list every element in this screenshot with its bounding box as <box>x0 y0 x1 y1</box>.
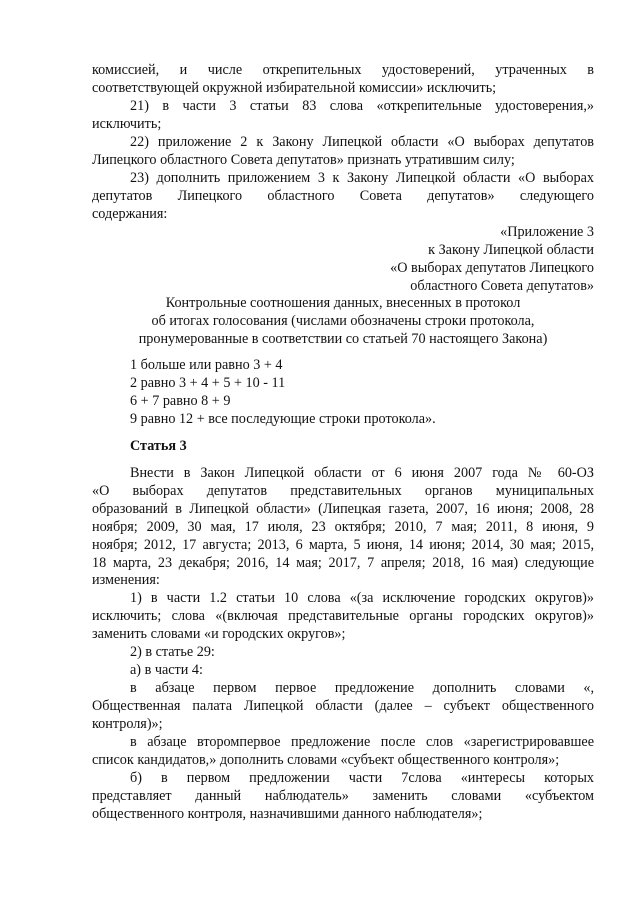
text-line: 1) в части 1.2 статьи 10 слова «(за исключение городских округов)» <box>130 590 594 606</box>
text-line: список кандидатов,» дополнить словами «субъект общественного контроля»; <box>92 751 560 768</box>
text-line: исключить; <box>92 115 162 132</box>
text-line: Общественная палата Липецкой области (далее – субъект общественного <box>92 697 594 714</box>
text-line: Липецкого областного Совета депутатов» признать утратившим силу; <box>92 151 515 168</box>
paragraph-item-b <box>92 770 594 824</box>
paragraph-abzac-second <box>92 734 594 770</box>
title-line: об итогах голосования (числами обозначены строки протокола, <box>151 312 535 329</box>
title-line: Контрольные соотношения данных, внесенных в протокол <box>165 295 521 311</box>
appendix-line: к Закону Липецкой области <box>428 241 594 258</box>
relation-item: 9 равно 12 + все последующие строки протокола». <box>130 410 436 427</box>
text-line: образований в Липецкой области» (Липецкая газета, 2007, 16 июня; 2008, 28 <box>92 500 594 517</box>
relation-item: 1 больше или равно 3 + 4 <box>130 357 283 373</box>
appendix-title <box>92 295 594 349</box>
text-line: контроля)»; <box>92 715 163 732</box>
appendix-line: «Приложение 3 <box>500 224 594 240</box>
control-relations-list <box>92 357 594 429</box>
appendix-line: «О выборах депутатов Липецкого <box>390 259 594 276</box>
paragraph-commission <box>92 62 594 98</box>
text-line: изменения: <box>92 572 160 589</box>
paragraph-item-23 <box>92 170 594 224</box>
text-line: заменить словами «и городских округов»; <box>92 625 346 642</box>
paragraph-item-2: 2) в статье 29: <box>130 644 215 660</box>
text-line: ноября; 2009, 30 мая, 17 июля, 23 октября; 2010, 7 мая; 2011, 8 июня, 9 <box>92 518 594 535</box>
text-line: депутатов Липецкого областного Совета депутатов» следующего <box>92 187 594 204</box>
text-line: в абзаце первом первое предложение дополнить словами «, <box>130 680 594 696</box>
text-line: представляет данный наблюдатель» заменить словами «субъектом <box>92 787 594 804</box>
text-line: ноября; 2012, 17 августа; 2013, 6 марта, 5 июня, 14 июня; 2014, 30 мая; 2015, <box>92 536 594 553</box>
article-heading: Статья 3 <box>130 438 187 454</box>
text-line: комиссией, и числе открепительных удостоверений, утраченных в <box>92 62 594 78</box>
text-line: 21) в части 3 статьи 83 слова «открепительные удостоверения,» <box>130 98 594 114</box>
text-line: соответствующей окружной избирательной комиссии» исключить; <box>92 79 497 96</box>
text-line: «О выборах депутатов представительных органов муниципальных <box>92 482 594 499</box>
text-line: исключить; слова «(включая представительные органы городских округов)» <box>92 607 594 624</box>
paragraph-abzac-first <box>92 680 594 734</box>
title-line: пронумерованные в соответствии со статьей 70 настоящего Закона) <box>138 330 548 347</box>
paragraph-item-22 <box>92 134 594 170</box>
text-line: общественного контроля, назначившими данного наблюдателя»; <box>92 805 483 822</box>
paragraph-item-1 <box>92 590 594 644</box>
appendix-header <box>92 224 594 296</box>
text-line: Внести в Закон Липецкой области от 6 июня 2007 года № 60-ОЗ <box>130 465 594 481</box>
paragraph-item-21 <box>92 98 594 134</box>
relation-item: 2 равно 3 + 4 + 5 + 10 - 11 <box>130 374 286 391</box>
text-line: в абзаце второмпервое предложение после слов «зарегистрировавшее <box>130 734 594 750</box>
text-line: 18 марта, 23 декабря; 2016, 14 мая; 2017, 7 апреля; 2018, 16 мая) следующие <box>92 554 594 571</box>
paragraph-item-a: а) в части 4: <box>130 662 203 678</box>
appendix-line: областного Совета депутатов» <box>410 277 594 294</box>
text-line: б) в первом предложении части 7слова «интересы которых <box>130 770 594 786</box>
text-line: содержания: <box>92 205 168 222</box>
relation-item: 6 + 7 равно 8 + 9 <box>130 392 231 409</box>
text-line: 23) дополнить приложением 3 к Закону Липецкой области «О выборах <box>130 170 594 186</box>
text-line: 22) приложение 2 к Закону Липецкой области «О выборах депутатов <box>130 134 594 150</box>
paragraph-article-intro <box>92 465 594 590</box>
